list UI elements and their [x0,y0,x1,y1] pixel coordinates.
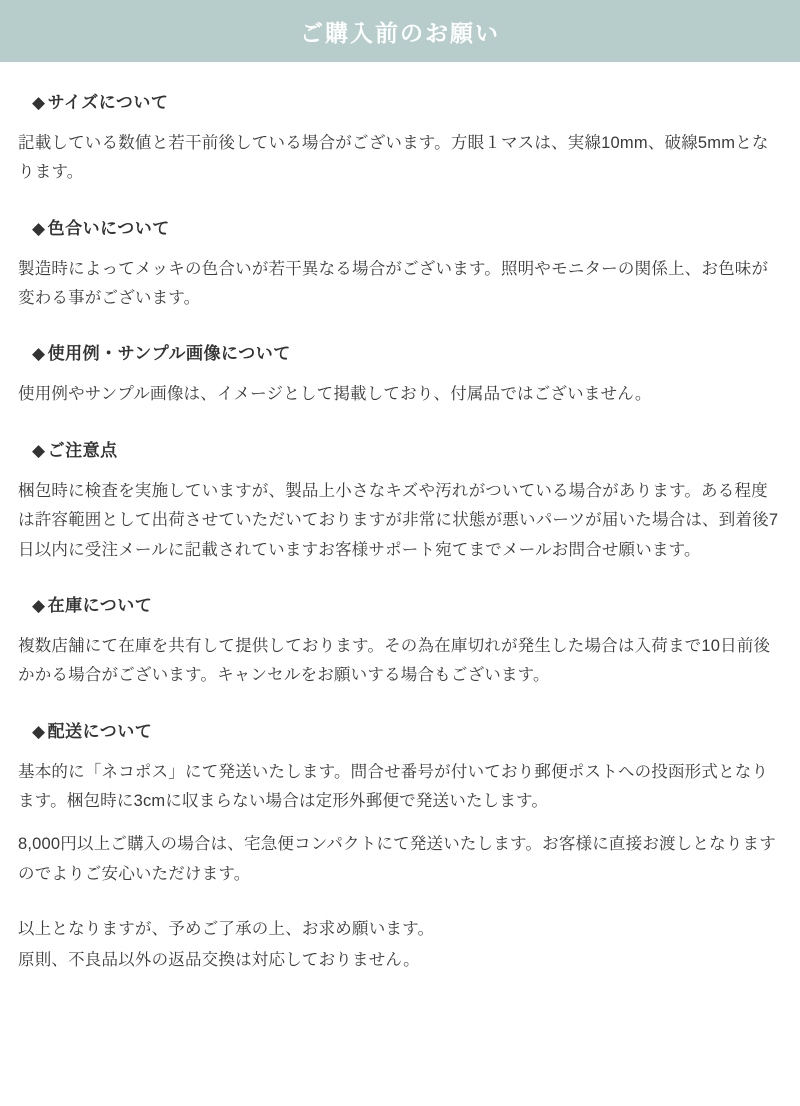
section-heading [32,214,782,239]
section-sample-images [18,339,782,409]
page-header-band [0,0,800,62]
section-color [18,214,782,314]
diamond-bullet-icon: ◆ [32,344,46,364]
diamond-bullet-icon: ◆ [32,93,46,112]
section-shipping [18,717,782,889]
page-title: ご購入前のお願い [300,19,500,46]
section-heading-label: 配送について [47,721,153,741]
section-paragraph: 梱包時に検査を実施していますが、製品上小さなキズや汚れがついている場合があります。ある程度は許容範囲として出荷させていただいておりますが非常に状態が悪いパーツが届いた場合は、到着後7日以内に受注メールに記載されていますお客様サポート宛てまでメールお問合せ願います。 [18,481,779,559]
section-paragraph: 8,000円以上ご購入の場合は、宅急便コンパクトにて発送いたします。お客様に直接お渡しとなりますのでよりご安心いただけます。 [18,835,776,883]
section-paragraph: 使用例やサンプル画像は、イメージとして掲載しており、付属品ではございません。 [18,385,652,404]
section-paragraph: 基本的に「ネコポス」にて発送いたします。問合せ番号が付いており郵便ポストへの投函形式となります。梱包時に3cmに収まらない場合は定形外郵便で発送いたします。 [18,762,769,810]
section-heading-label: 在庫について [47,595,153,615]
section-cautions [18,436,782,565]
section-paragraph: 記載している数値と若干前後している場合がございます。方眼１マスは、実線10mm、破線5mmとなります。 [18,134,769,182]
section-size [18,88,782,188]
closing-line-1: 以上となりますが、予めご了承の上、お求め願います。 [18,920,435,939]
closing-note [18,915,782,976]
diamond-bullet-icon: ◆ [32,721,46,741]
section-heading [32,717,782,742]
diamond-bullet-icon: ◆ [32,595,46,615]
section-heading-label: 色合いについて [47,218,170,238]
notice-content [0,88,800,976]
diamond-bullet-icon: ◆ [32,218,46,238]
section-paragraph: 複数店舗にて在庫を共有して提供しております。その為在庫切れが発生した場合は入荷まで10日前後かかる場合がございます。キャンセルをお願いする場合もございます。 [18,636,771,685]
section-heading [32,88,782,113]
section-heading-label: サイズについて [47,93,169,112]
section-heading [32,339,782,364]
section-heading [32,436,782,461]
section-stock [18,591,782,691]
closing-line-2: 原則、不良品以外の返品交換は対応しておりません。 [18,951,420,970]
section-heading-label: 使用例・サンプル画像について [47,344,291,364]
section-paragraph: 製造時によってメッキの色合いが若干異なる場合がございます。照明やモニターの関係上、お色味が変わる事がございます。 [18,259,769,308]
section-heading [32,591,782,616]
diamond-bullet-icon: ◆ [32,440,46,460]
section-heading-label: ご注意点 [47,440,118,460]
